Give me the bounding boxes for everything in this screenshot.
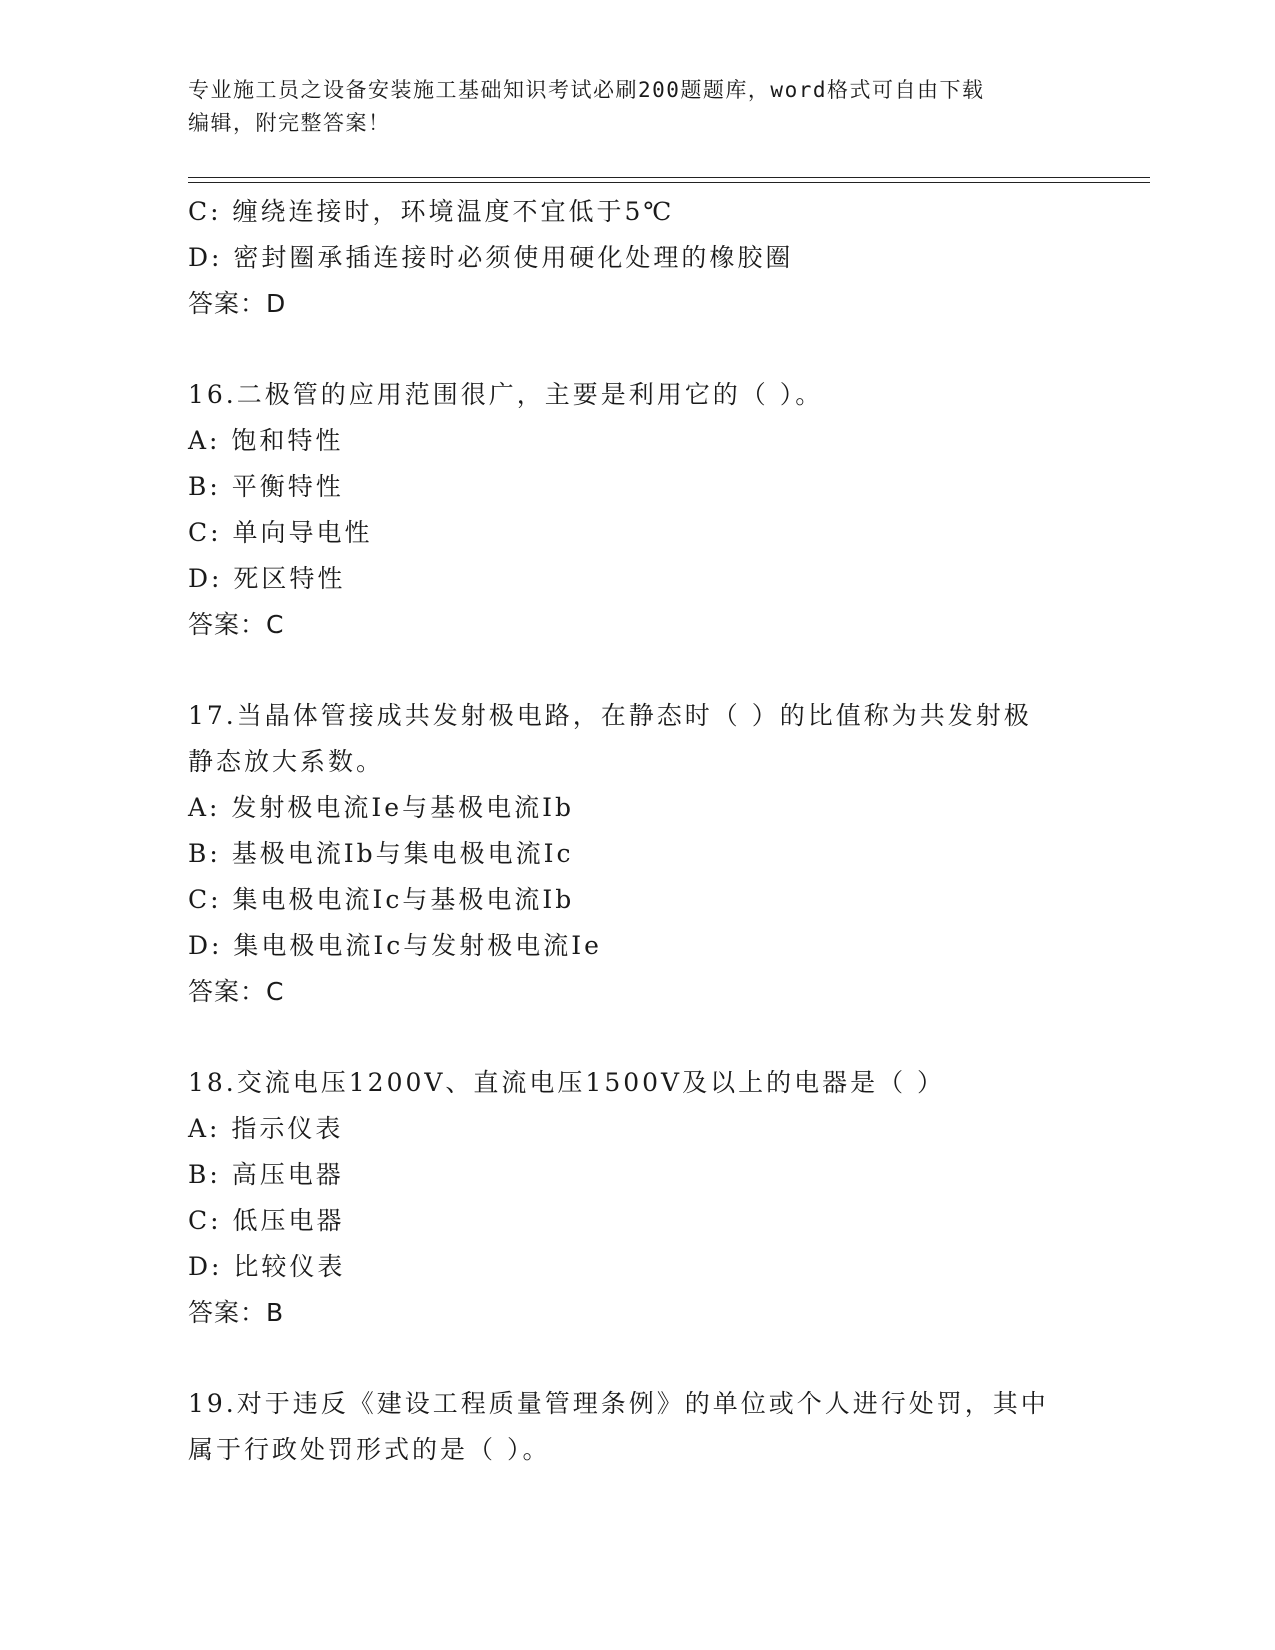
question-content <box>188 189 1088 1473</box>
question-text-line-1: 17.当晶体管接成共发射极电路，在静态时（ ）的比值称为共发射极 <box>188 701 1032 730</box>
option-b: B: 平衡特性 <box>188 472 344 501</box>
option-a: A: 指示仪表 <box>188 1114 344 1143</box>
question-16 <box>188 372 1088 648</box>
document-header <box>188 74 1068 140</box>
question-18 <box>188 1060 1088 1336</box>
question-19 <box>188 1381 1088 1473</box>
question-17 <box>188 693 1088 1015</box>
question-text-line-2: 静态放大系数。 <box>188 747 385 776</box>
answer-line: 答案：C <box>188 610 285 639</box>
option-d: D: 死区特性 <box>188 564 346 593</box>
question-text: 16.二极管的应用范围很广，主要是利用它的（ ）。 <box>188 380 824 409</box>
option-a: A: 发射极电流Ie与基极电流Ib <box>188 793 574 822</box>
option-b: B: 高压电器 <box>188 1160 344 1189</box>
answer-line: 答案：D <box>188 289 287 318</box>
option-a: A: 饱和特性 <box>188 426 344 455</box>
option-c: C: 缠绕连接时，环境温度不宜低于5℃ <box>188 197 675 226</box>
answer-line: 答案：B <box>188 1298 285 1327</box>
header-line-2: 编辑，附完整答案！ <box>188 111 391 135</box>
answer-line: 答案：C <box>188 977 285 1006</box>
header-line-1: 专业施工员之设备安装施工基础知识考试必刷200题题库，word格式可自由下载 <box>188 78 985 102</box>
option-d: D: 密封圈承插连接时必须使用硬化处理的橡胶圈 <box>188 243 794 272</box>
question-text: 18.交流电压1200V、直流电压1500V及以上的电器是（ ） <box>188 1068 946 1097</box>
option-b: B: 基极电流Ib与集电极电流Ic <box>188 839 574 868</box>
question-text-line-1: 19.对于违反《建设工程质量管理条例》的单位或个人进行处罚，其中 <box>188 1389 1049 1418</box>
previous-question-tail <box>188 189 1088 327</box>
header-rule-bottom <box>188 182 1150 183</box>
option-d: D: 比较仪表 <box>188 1252 346 1281</box>
option-c: C: 集电极电流Ic与基极电流Ib <box>188 885 575 914</box>
question-text-line-2: 属于行政处罚形式的是（ ）。 <box>188 1435 551 1464</box>
option-d: D: 集电极电流Ic与发射极电流Ie <box>188 931 602 960</box>
option-c: C: 单向导电性 <box>188 518 373 547</box>
option-c: C: 低压电器 <box>188 1206 345 1235</box>
header-rule-top <box>188 177 1150 178</box>
